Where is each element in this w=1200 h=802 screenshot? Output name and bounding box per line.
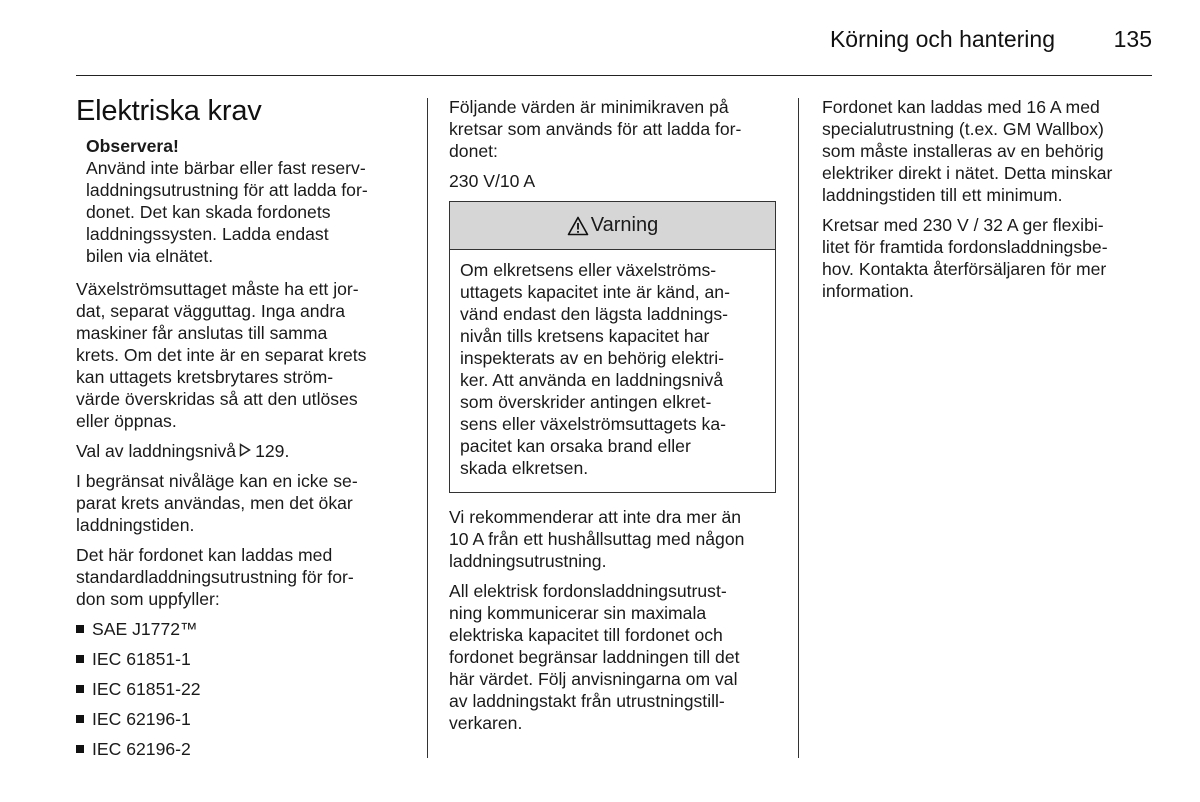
paragraph-outlet-requirements	[76, 278, 416, 432]
paragraph-line: av laddningstakt från utrustningstill-	[449, 691, 725, 711]
note-text	[86, 157, 416, 267]
paragraph-equipment-communication	[449, 580, 794, 734]
list-item-text: IEC 61851-22	[92, 679, 201, 699]
paragraph-standards-intro	[76, 544, 416, 610]
paragraph-line: maskiner får anslutas till samma	[76, 323, 328, 343]
paragraph-line: som måste installeras av en behörig	[822, 141, 1104, 161]
bullet-square-icon	[76, 655, 84, 663]
paragraph-32a-circuits	[822, 214, 1182, 302]
list-item	[76, 738, 416, 768]
paragraph-wallbox	[822, 96, 1182, 206]
paragraph-line: elektriker direkt i nätet. Detta minskar	[822, 163, 1113, 183]
paragraph-line: krets. Om det inte är en separat krets	[76, 345, 367, 365]
paragraph-line: parat krets användas, men det ökar	[76, 493, 353, 513]
list-item	[76, 648, 416, 678]
paragraph-limited-level	[76, 470, 416, 536]
header-rule	[76, 75, 1152, 76]
paragraph-line: här värdet. Följ anvisningarna om val	[449, 669, 738, 689]
standards-list	[76, 618, 416, 768]
paragraph-line: Det här fordonet kan laddas med	[76, 545, 333, 565]
note-title: Observera!	[86, 136, 179, 156]
paragraph-minimum-requirements	[449, 96, 784, 162]
paragraph-line: information.	[822, 281, 914, 301]
voltage-rating: 230 V/10 A	[449, 171, 536, 191]
paragraph-line: laddningsutrustning.	[449, 551, 607, 571]
list-item-text: IEC 62196-1	[92, 709, 191, 729]
warning-line: skada elkretsen.	[460, 458, 589, 478]
paragraph-line: Fordonet kan laddas med 16 A med	[822, 97, 1100, 117]
column-divider-left	[427, 98, 428, 758]
list-item-text: IEC 62196-2	[92, 739, 191, 759]
column-2-top	[449, 96, 784, 192]
note-line: Använd inte bärbar eller fast reserv-	[86, 158, 366, 178]
paragraph-line: Vi rekommenderar att inte dra mer än	[449, 507, 742, 527]
paragraph-line: Växelströmsuttaget måste ha ett jor-	[76, 279, 359, 299]
column-2-bottom	[449, 506, 794, 734]
bullet-square-icon	[76, 715, 84, 723]
paragraph-line: värde överskridas så att den utlöses	[76, 389, 358, 409]
note-block	[86, 135, 416, 267]
paragraph-line: All elektrisk fordonsladdningsutrust-	[449, 581, 727, 601]
warning-line: vänd endast den lägsta laddnings-	[460, 304, 729, 324]
list-item-text: SAE J1772™	[92, 619, 198, 639]
running-header-title: Körning och hantering	[829, 26, 1055, 52]
cross-reference-charge-level[interactable]	[76, 440, 416, 462]
paragraph-line: Kretsar med 230 V / 32 A ger flexibi-	[822, 215, 1104, 235]
list-item	[76, 678, 416, 708]
paragraph-line: eller öppnas.	[76, 411, 177, 431]
warning-line: Om elkretsens eller växelströms-	[460, 260, 717, 280]
bullet-square-icon	[76, 745, 84, 753]
paragraph-line: Följande värden är minimikraven på	[449, 97, 729, 117]
list-item-text: IEC 61851-1	[92, 649, 191, 669]
section-heading: Elektriska krav	[76, 95, 262, 127]
paragraph-line: dat, separat vägguttag. Inga andra	[76, 301, 345, 321]
warning-line: nivån tills kretsens kapacitet har	[460, 326, 710, 346]
note-line: laddningsutrustning för att ladda for-	[86, 180, 368, 200]
paragraph-line: don som uppfyller:	[76, 589, 220, 609]
paragraph-line: 10 A från ett hushållsuttag med någon	[449, 529, 745, 549]
warning-box	[449, 201, 776, 493]
cross-reference-page: 129.	[255, 441, 290, 461]
paragraph-line: I begränsat nivåläge kan en icke se-	[76, 471, 358, 491]
column-3	[822, 96, 1182, 302]
paragraph-line: laddningstiden till ett minimum.	[822, 185, 1063, 205]
paragraph-line: elektriska kapacitet till fordonet och	[449, 625, 723, 645]
paragraph-line: laddningstiden.	[76, 515, 195, 535]
paragraph-line: ning kommunicerar sin maximala	[449, 603, 707, 623]
warning-header	[450, 202, 775, 250]
paragraph-line: fordonet begränsar laddningen till det	[449, 647, 740, 667]
warning-line: inspekterats av en behörig elektri-	[460, 348, 725, 368]
bullet-square-icon	[76, 625, 84, 633]
paragraph-line: donet:	[449, 141, 498, 161]
page-number: 135	[1113, 26, 1152, 52]
warning-triangle-icon	[567, 216, 589, 236]
list-item	[76, 708, 416, 738]
warning-line: sens eller växelströmsuttagets ka-	[460, 414, 726, 434]
column-divider-right	[798, 98, 799, 758]
warning-line: pacitet kan orsaka brand eller	[460, 436, 691, 456]
warning-line: som överskrider antingen elkret-	[460, 392, 712, 412]
bullet-square-icon	[76, 685, 84, 693]
note-line: bilen via elnätet.	[86, 246, 214, 266]
cross-reference-arrow-icon	[239, 443, 251, 457]
note-line: donet. Det kan skada fordonets	[86, 202, 331, 222]
note-line: laddningssysten. Ladda endast	[86, 224, 329, 244]
warning-title: Varning	[590, 214, 659, 236]
paragraph-line: verkaren.	[449, 713, 523, 733]
paragraph-line: standardladdningsutrustning för for-	[76, 567, 354, 587]
paragraph-line: kretsar som används för att ladda for-	[449, 119, 742, 139]
warning-line: ker. Att använda en laddningsnivå	[460, 370, 724, 390]
column-1	[76, 95, 416, 768]
paragraph-line: specialutrustning (t.ex. GM Wallbox)	[822, 119, 1104, 139]
warning-line: uttagets kapacitet inte är känd, an-	[460, 282, 730, 302]
cross-reference-text: Val av laddningsnivå	[76, 441, 237, 461]
list-item	[76, 618, 416, 648]
warning-text	[450, 250, 775, 479]
paragraph-line: hov. Kontakta återförsäljaren för mer	[822, 259, 1107, 279]
paragraph-household-outlet	[449, 506, 794, 572]
paragraph-line: litet för framtida fordonsladdningsbe-	[822, 237, 1108, 257]
paragraph-line: kan uttagets kretsbrytares ström-	[76, 367, 334, 387]
